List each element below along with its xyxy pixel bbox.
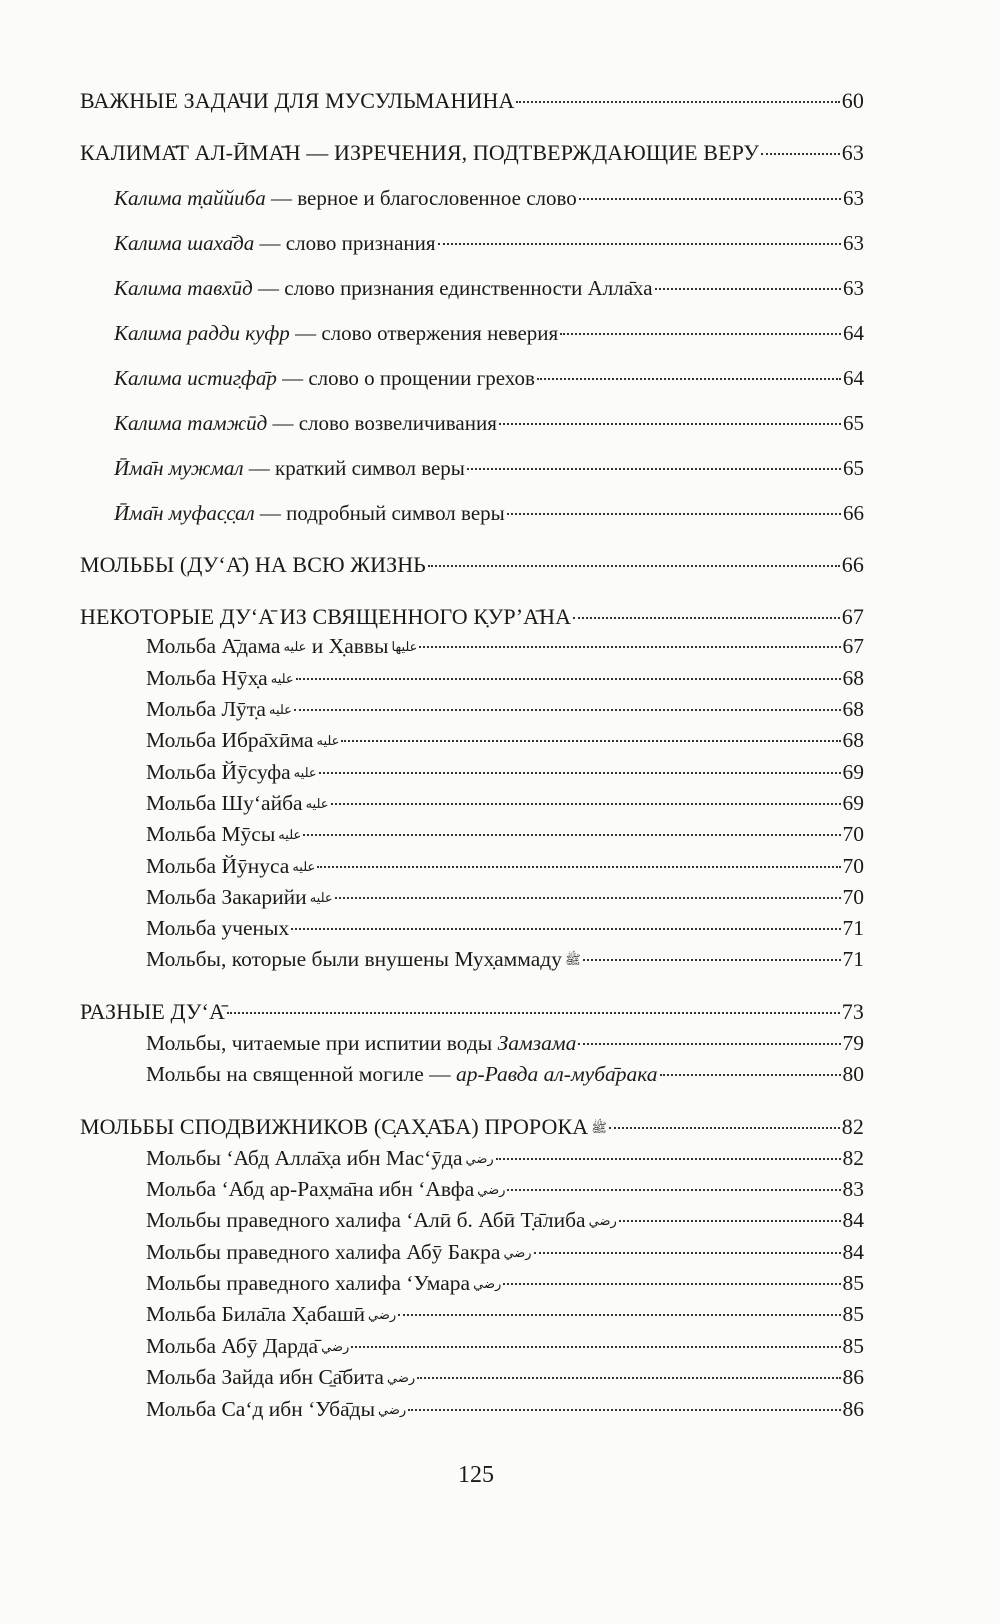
toc-entry[interactable] xyxy=(80,604,864,630)
dot-leader xyxy=(398,1314,840,1316)
toc-entry-title xyxy=(146,760,317,785)
toc-entry[interactable] xyxy=(146,1397,864,1422)
toc-entry[interactable] xyxy=(146,916,864,941)
toc-entry-title xyxy=(114,456,465,481)
dot-leader xyxy=(419,646,840,648)
dot-leader xyxy=(291,928,840,930)
toc-page-number: 70 xyxy=(842,885,864,909)
honorific-calligraphy-icon: عليه xyxy=(268,702,292,717)
honorific-calligraphy-icon: رضي xyxy=(386,1370,416,1385)
dot-leader xyxy=(507,1189,840,1191)
toc-entry[interactable] xyxy=(114,501,864,526)
toc-entry-text: Мольбы на священной могиле — xyxy=(146,1062,457,1086)
honorific-calligraphy-icon: رضي xyxy=(588,1213,617,1228)
toc-entry-title xyxy=(146,728,339,753)
toc-page-number: 68 xyxy=(842,666,864,690)
honorific-calligraphy-icon: عليها xyxy=(391,639,418,654)
toc-entry-text: Мольба Йӯсуфа xyxy=(146,760,291,784)
dot-leader xyxy=(573,617,840,619)
toc-entry-text: Мольба А̄дама xyxy=(146,634,281,658)
toc-entry-text: Мольба Абӯ Дарда̄ xyxy=(146,1334,319,1358)
toc-page-number: 84 xyxy=(842,1208,864,1232)
toc-entry[interactable] xyxy=(146,666,864,691)
toc-entry[interactable] xyxy=(146,760,864,785)
toc-entry[interactable] xyxy=(146,885,864,910)
honorific-calligraphy-icon: ﷺ xyxy=(564,952,581,967)
toc-entry-italic-term: Калима тамжӣд xyxy=(114,411,268,435)
honorific-calligraphy-icon: رضي xyxy=(503,1245,532,1260)
toc-entry-text: Мольбы праведного халифа ‘Умара xyxy=(146,1271,471,1295)
toc-entry-text: Мольба Са‘д ибн ‘Уба̄ды xyxy=(146,1397,376,1421)
honorific-calligraphy-icon: عليه xyxy=(316,733,340,748)
toc-entry-text: ВАЖНЫЕ ЗАДАЧИ ДЛЯ МУСУЛЬМАНИНА xyxy=(80,88,515,113)
dot-leader xyxy=(331,803,841,805)
toc-entry[interactable] xyxy=(114,411,864,436)
toc-page-number: 63 xyxy=(843,231,864,255)
dot-leader xyxy=(534,1252,841,1254)
toc-entry-title xyxy=(80,604,571,630)
toc-entry-title xyxy=(114,231,436,256)
toc-entry-title xyxy=(146,1208,617,1233)
honorific-calligraphy-icon: رضي xyxy=(321,1339,350,1354)
toc-entry-text: — подробный символ веры xyxy=(254,501,505,525)
toc-entry-text: Мольбы ‘Абд Алла̄х̣а ибн Мас‘ӯда xyxy=(146,1146,463,1170)
toc-entry[interactable] xyxy=(146,634,864,659)
honorific-calligraphy-icon: عليه xyxy=(293,765,317,780)
toc-entry[interactable] xyxy=(146,1302,864,1327)
toc-entry[interactable] xyxy=(146,697,864,722)
honorific-calligraphy-icon: عليه xyxy=(278,827,302,842)
toc-entry-title xyxy=(146,885,333,910)
toc-page-number: 83 xyxy=(842,1177,864,1201)
toc-entry-text: Мольба Била̄ла Х̣абашӣ xyxy=(146,1302,366,1326)
dot-leader xyxy=(467,468,841,470)
toc-entry[interactable] xyxy=(114,276,864,301)
toc-entry-text: Мольбы праведного халифа Абӯ Бакра xyxy=(146,1240,501,1264)
toc-entry-text: Мольбы праведного халифа ‘Алӣ б. Абӣ Т̣а̄либа xyxy=(146,1208,586,1232)
toc-entry-title xyxy=(146,822,301,847)
dot-leader xyxy=(578,1043,840,1045)
dot-leader xyxy=(227,1012,840,1014)
toc-entry-text: Мольба Нӯх̣а xyxy=(146,666,268,690)
dot-leader xyxy=(417,1377,840,1379)
toc-entry-text: Мольба Шу‘айба xyxy=(146,791,303,815)
toc-entry[interactable] xyxy=(146,1208,864,1233)
dot-leader xyxy=(583,959,841,961)
honorific-calligraphy-icon: عليه xyxy=(283,639,307,654)
dot-leader xyxy=(319,772,841,774)
toc-entry-title xyxy=(114,411,497,436)
toc-entry-italic-term: Замзама xyxy=(497,1031,577,1055)
honorific-calligraphy-icon: عليه xyxy=(305,796,329,811)
dot-leader xyxy=(294,709,841,711)
toc-entry-title xyxy=(146,1062,658,1087)
toc-entry-title xyxy=(114,276,653,301)
toc-entry[interactable] xyxy=(146,1146,864,1171)
dot-leader xyxy=(761,153,840,155)
dot-leader xyxy=(341,740,840,742)
toc-page-number: 71 xyxy=(842,947,864,971)
toc-entry-text: Мольбы, которые были внушены Мух̣аммаду xyxy=(146,947,562,971)
toc-page-number: 85 xyxy=(842,1302,864,1326)
toc-page-number: 79 xyxy=(842,1031,864,1055)
honorific-calligraphy-icon: رضي xyxy=(465,1151,494,1166)
toc-entry[interactable] xyxy=(146,1271,864,1296)
toc-entry-text: Мольба ‘Абд ар-Рах̣ма̄на ибн ‘Авфа xyxy=(146,1177,475,1201)
toc-entry-text: — слово о прощении грехов xyxy=(276,366,535,390)
toc-page-number: 73 xyxy=(841,999,864,1024)
toc-entry-text: — слово возвеличивания xyxy=(267,411,497,435)
page-number: 125 xyxy=(458,1462,494,1488)
toc-entry[interactable] xyxy=(114,366,864,391)
toc-entry-text: — слово признания единственности Алла̄ха xyxy=(252,276,653,300)
toc-entry-title xyxy=(80,140,759,166)
dot-leader xyxy=(496,1158,841,1160)
dot-leader xyxy=(619,1220,841,1222)
toc-entry-text: Мольба Ибра̄хӣма xyxy=(146,728,314,752)
toc-entry[interactable] xyxy=(146,947,864,973)
honorific-calligraphy-icon: عليه xyxy=(309,890,333,905)
toc-entry-text: КАЛИМА̄Т АЛ-ӢМА̄Н — ИЗРЕЧЕНИЯ, ПОДТВЕРЖДАЮЩИЕ ВЕРУ xyxy=(80,140,760,165)
toc-entry-title xyxy=(146,1177,505,1202)
toc-entry-title xyxy=(146,666,294,691)
toc-entry-title xyxy=(146,791,329,816)
toc-page-number: 67 xyxy=(841,604,864,629)
toc-page-number: 86 xyxy=(842,1365,864,1389)
dot-leader xyxy=(609,1127,840,1129)
dot-leader xyxy=(438,243,841,245)
toc-entry[interactable] xyxy=(146,854,864,879)
toc-entry-italic-term: ар-Равда ал-муба̄рака xyxy=(456,1062,658,1086)
toc-entry-title xyxy=(146,1334,349,1359)
toc-entry-title xyxy=(146,697,292,722)
toc-entry[interactable] xyxy=(146,1365,864,1390)
toc-entry[interactable] xyxy=(80,552,864,578)
toc-entry-text: Мольба Йӯнуса xyxy=(146,854,290,878)
dot-leader xyxy=(351,1346,840,1348)
toc-entry-text: МОЛЬБЫ (ДУ‘А̄) НА ВСЮ ЖИЗНЬ xyxy=(80,552,426,577)
toc-page-number: 69 xyxy=(842,791,864,815)
toc-page-number: 70 xyxy=(842,854,864,878)
toc-entry-title xyxy=(114,501,505,526)
dot-leader xyxy=(560,333,841,335)
toc-page-number: 63 xyxy=(843,186,864,210)
dot-leader xyxy=(408,1409,840,1411)
honorific-calligraphy-icon: رضي xyxy=(477,1182,506,1197)
toc-page-number: 64 xyxy=(843,366,864,390)
toc-page-number: 68 xyxy=(842,728,864,752)
toc-entry-title xyxy=(146,916,289,941)
toc-page-number: 71 xyxy=(842,916,864,940)
honorific-calligraphy-icon: عليه xyxy=(292,859,316,874)
toc-page-number: 66 xyxy=(841,552,864,577)
toc-page-number: 80 xyxy=(842,1062,864,1086)
dot-leader xyxy=(428,565,840,567)
toc-entry-title xyxy=(80,552,426,578)
dot-leader xyxy=(317,866,840,868)
toc-entry-title xyxy=(146,1302,396,1327)
toc-page-number: 69 xyxy=(842,760,864,784)
toc-entry[interactable] xyxy=(80,999,864,1025)
toc-entry-text: и Х̣аввы xyxy=(306,634,389,658)
toc-page-number: 85 xyxy=(842,1334,864,1358)
toc-entry-text: Мольба Зайда ибн С̱а̄бита xyxy=(146,1365,384,1389)
toc-page-number: 63 xyxy=(843,276,864,300)
toc-entry[interactable] xyxy=(146,822,864,847)
toc-entry[interactable] xyxy=(80,1114,864,1141)
toc-page-number: 65 xyxy=(843,411,864,435)
toc-entry-text: НЕКОТОРЫЕ ДУ‘А̄ ИЗ СВЯЩЕННОГО К̣УР’А̄НА xyxy=(80,604,572,629)
toc-page-number: 85 xyxy=(842,1271,864,1295)
toc-entry-text: — слово признания xyxy=(254,231,436,255)
toc-entry-italic-term: Ӣма̄н мужмал xyxy=(114,456,244,480)
dot-leader xyxy=(499,423,841,425)
toc-entry-italic-term: Калима тавхӣд xyxy=(114,276,253,300)
dot-leader xyxy=(507,513,841,515)
toc-entry-title xyxy=(114,366,535,391)
dot-leader xyxy=(537,378,841,380)
toc-entry[interactable] xyxy=(146,728,864,753)
honorific-calligraphy-icon: رضي xyxy=(378,1402,407,1417)
toc-entry-text: Мольба Лӯт̣а xyxy=(146,697,266,721)
dot-leader xyxy=(516,101,839,103)
toc-entry-text: — верное и благословенное слово xyxy=(265,186,577,210)
toc-entry-title xyxy=(146,854,315,879)
toc-entry-italic-term: Калима истиг̣фа̄р xyxy=(114,366,277,390)
dot-leader xyxy=(335,897,841,899)
toc-entry-title xyxy=(146,1146,494,1171)
honorific-calligraphy-icon: ﷺ xyxy=(591,1120,607,1135)
toc-entry-title xyxy=(146,1031,576,1056)
toc-entry-italic-term: Ӣма̄н муфас̣с̣ал xyxy=(114,501,255,525)
toc-page-number: 82 xyxy=(842,1146,864,1170)
dot-leader xyxy=(303,834,840,836)
dot-leader xyxy=(655,288,841,290)
dot-leader xyxy=(579,198,841,200)
toc-entry[interactable] xyxy=(80,140,864,166)
toc-entry-title xyxy=(146,1397,406,1422)
dot-leader xyxy=(296,678,841,680)
toc-page-number: 86 xyxy=(842,1397,864,1421)
toc-entry-title xyxy=(146,947,581,973)
honorific-calligraphy-icon: عليه xyxy=(270,671,294,686)
toc-entry-title xyxy=(80,999,225,1025)
toc-entry[interactable] xyxy=(146,1334,864,1359)
toc-entry[interactable] xyxy=(146,791,864,816)
toc-entry-italic-term: Калима шаха̄да xyxy=(114,231,255,255)
toc-entry-title xyxy=(80,1114,607,1141)
toc-entry-text: МОЛЬБЫ СПОДВИЖНИКОВ (С̣АХ̣А̄БА) ПРОРОКА xyxy=(80,1114,589,1139)
toc-page-number: 67 xyxy=(842,634,864,658)
toc-page-number: 64 xyxy=(843,321,864,345)
toc-page-number: 84 xyxy=(842,1240,864,1264)
toc-entry-text: — слово отвержения неверия xyxy=(289,321,559,345)
toc-entry[interactable] xyxy=(146,1177,864,1202)
toc-entry[interactable] xyxy=(114,231,864,256)
toc-entry-title xyxy=(80,88,514,114)
toc-page-number: 63 xyxy=(841,140,864,165)
toc-entry-text: Мольба Мӯсы xyxy=(146,822,276,846)
honorific-calligraphy-icon: رضي xyxy=(473,1276,502,1291)
toc-page-number: 68 xyxy=(842,697,864,721)
dot-leader xyxy=(503,1283,840,1285)
toc-entry[interactable] xyxy=(80,88,864,114)
toc-entry-title xyxy=(114,321,558,346)
toc-page-number: 66 xyxy=(843,501,864,525)
toc-entry-title xyxy=(146,1365,415,1390)
toc-entry[interactable] xyxy=(114,456,864,481)
toc-entry-text: Мольба ученых xyxy=(146,916,290,940)
dot-leader xyxy=(660,1074,841,1076)
toc-page-number: 60 xyxy=(841,88,864,113)
toc-entry-text: — краткий символ веры xyxy=(243,456,465,480)
toc-entry[interactable] xyxy=(146,1062,864,1087)
toc-entry-text: РАЗНЫЕ ДУ‘А̄ xyxy=(80,999,225,1024)
toc-page-number: 70 xyxy=(842,822,864,846)
toc-entry[interactable] xyxy=(146,1240,864,1265)
toc-page-number: 82 xyxy=(841,1114,864,1139)
toc-entry-italic-term: Калима т̣аййиба xyxy=(114,186,266,210)
toc-entry-title xyxy=(146,1271,501,1296)
toc-entry-italic-term: Калима радди куфр xyxy=(114,321,290,345)
toc-entry[interactable] xyxy=(146,1031,864,1056)
toc-entry-title xyxy=(146,634,417,659)
toc-entry-title xyxy=(146,1240,532,1265)
toc-entry-title xyxy=(114,186,577,211)
toc-entry-text: Мольбы, читаемые при испитии воды xyxy=(146,1031,498,1055)
toc-page-number: 65 xyxy=(843,456,864,480)
toc-entry[interactable] xyxy=(114,186,864,211)
honorific-calligraphy-icon: رضي xyxy=(368,1307,397,1322)
toc-entry[interactable] xyxy=(114,321,864,346)
toc-entry-text: Мольба Закарийи xyxy=(146,885,307,909)
